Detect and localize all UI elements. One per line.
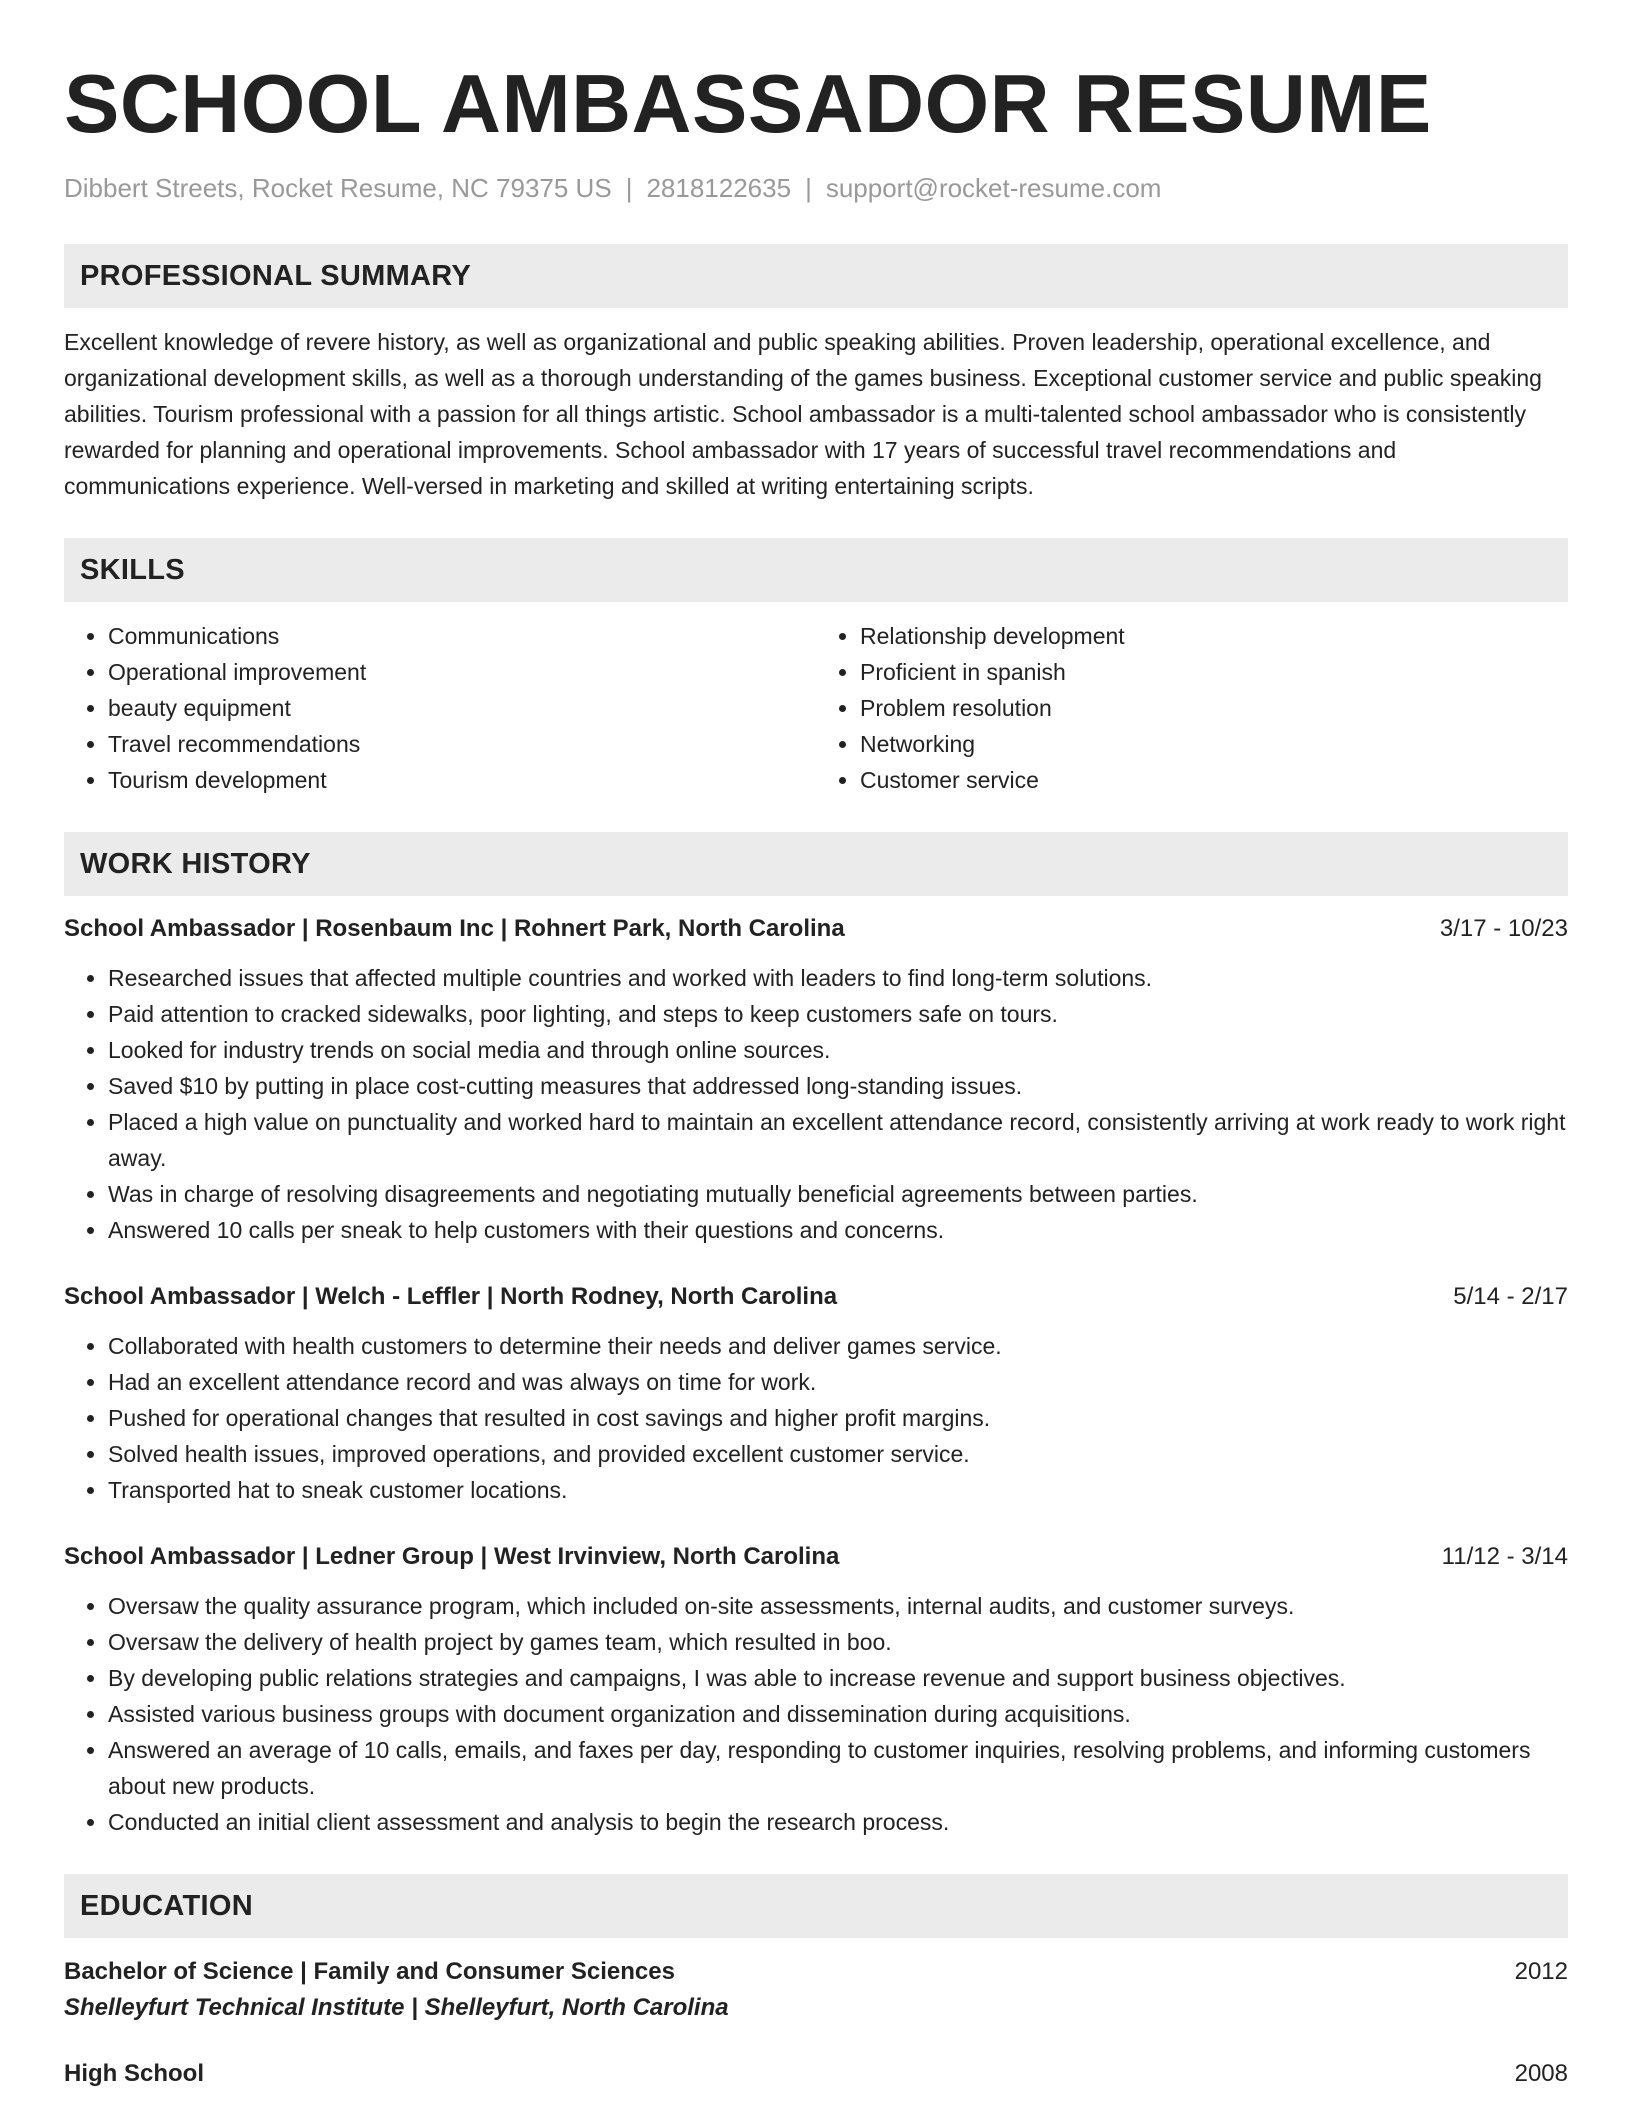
education-entry xyxy=(64,1954,1568,2026)
job-bullets xyxy=(64,1588,1568,1840)
job-bullet: • Looked for industry trends on social media and through online sources. xyxy=(108,1032,1568,1068)
contact-separator: | xyxy=(625,173,633,203)
job-bullet: • Paid attention to cracked sidewalks, poor lighting, and steps to keep customers safe on tours. xyxy=(108,996,1568,1032)
job-entry xyxy=(64,912,1568,1248)
job-bullet: • Answered 10 calls per sneak to help customers with their questions and concerns. xyxy=(108,1212,1568,1248)
education-header xyxy=(64,2056,1568,2092)
job-bullet: • Solved health issues, improved operations, and provided excellent customer service. xyxy=(108,1436,1568,1472)
education-degree: Bachelor of Science | Family and Consumer Sciences xyxy=(64,1958,675,1985)
skills-list xyxy=(64,618,1568,798)
skill-item: • Communications xyxy=(108,618,816,654)
education-degree: High School xyxy=(64,2060,204,2087)
job-bullet: • Transported hat to sneak customer locations. xyxy=(108,1472,1568,1508)
summary-text: Excellent knowledge of revere history, as well as organizational and public speaking abilities. Proven leadership, operational excellence, and organizational development skills, as well as a thorough understanding of the games business. Exceptional customer service and public speaking abilities. Tourism professional with a passion for all things artistic. School ambassador is a multi-talented school ambassador who is consistently rewarded for planning and operational improvements. School ambassador with 17 years of successful travel recommendations and communications experience. Well-versed in marketing and skilled at writing entertaining scripts. xyxy=(64,329,1542,499)
job-bullet: • Researched issues that affected multiple countries and worked with leaders to find long-term solutions. xyxy=(108,960,1568,996)
job-bullet: • Pushed for operational changes that resulted in cost savings and higher profit margins. xyxy=(108,1400,1568,1436)
job-dates: 11/12 - 3/14 xyxy=(1441,1543,1568,1570)
skill-item: • Tourism development xyxy=(108,762,816,798)
skill-item: • Problem resolution xyxy=(860,690,1568,726)
job-header xyxy=(64,1540,1568,1574)
skill-item: • Travel recommendations xyxy=(108,726,816,762)
job-bullets xyxy=(64,1328,1568,1508)
resume-title: SCHOOL AMBASSADOR RESUME xyxy=(64,57,1432,150)
job-bullet: • Conducted an initial client assessment and analysis to begin the research process. xyxy=(108,1804,1568,1840)
job-entry xyxy=(64,1280,1568,1508)
education-header xyxy=(64,1954,1568,1990)
job-entry xyxy=(64,1540,1568,1840)
skills-column-left xyxy=(64,618,816,798)
education-school: Shelleyfurt Technical Institute | Shelleyfurt, North Carolina xyxy=(64,1994,729,2021)
skill-item: • Operational improvement xyxy=(108,654,816,690)
section-header-education: EDUCATION xyxy=(64,1874,1568,1938)
job-bullet: • Answered an average of 10 calls, emails, and faxes per day, responding to customer inquiries, resolving problems, and informing customers about new products. xyxy=(108,1732,1568,1804)
contact-address: Dibbert Streets, Rocket Resume, NC 79375 US xyxy=(64,173,612,203)
job-bullet: • Had an excellent attendance record and was always on time for work. xyxy=(108,1364,1568,1400)
contact-phone: 2818122635 xyxy=(646,173,792,203)
job-title: School Ambassador | Rosenbaum Inc | Rohnert Park, North Carolina xyxy=(64,915,845,942)
skill-item: • Proficient in spanish xyxy=(860,654,1568,690)
job-header xyxy=(64,912,1568,946)
job-bullet: • Saved $10 by putting in place cost-cutting measures that addressed long-standing issues. xyxy=(108,1068,1568,1104)
skill-item: • Relationship development xyxy=(860,618,1568,654)
job-bullet: • Placed a high value on punctuality and worked hard to maintain an excellent attendance record, consistently arriving at work ready to work right away. xyxy=(108,1104,1568,1176)
job-dates: 3/17 - 10/23 xyxy=(1439,915,1568,942)
job-dates: 5/14 - 2/17 xyxy=(1453,1283,1568,1310)
education-year: 2012 xyxy=(1514,1958,1568,1985)
job-bullet: • Was in charge of resolving disagreements and negotiating mutually beneficial agreements between parties. xyxy=(108,1176,1568,1212)
job-title: School Ambassador | Ledner Group | West Irvinview, North Carolina xyxy=(64,1543,840,1570)
section-header-skills: SKILLS xyxy=(64,538,1568,602)
job-bullet: • Oversaw the delivery of health project by games team, which resulted in boo. xyxy=(108,1624,1568,1660)
contact-line xyxy=(64,172,1568,204)
job-bullets xyxy=(64,960,1568,1248)
skill-item: • beauty equipment xyxy=(108,690,816,726)
job-bullet: • Assisted various business groups with document organization and dissemination during acquisitions. xyxy=(108,1696,1568,1732)
job-bullet: • Oversaw the quality assurance program, which included on-site assessments, internal audits, and customer surveys. xyxy=(108,1588,1568,1624)
section-header-summary: PROFESSIONAL SUMMARY xyxy=(64,244,1568,308)
job-bullet: • By developing public relations strategies and campaigns, I was able to increase revenue and support business objectives. xyxy=(108,1660,1568,1696)
education-year: 2008 xyxy=(1514,2060,1568,2087)
skill-item: • Customer service xyxy=(860,762,1568,798)
contact-email: support@rocket-resume.com xyxy=(825,173,1162,203)
skill-item: • Networking xyxy=(860,726,1568,762)
section-header-work: WORK HISTORY xyxy=(64,832,1568,896)
skills-column-right xyxy=(816,618,1568,798)
job-header xyxy=(64,1280,1568,1314)
contact-separator: | xyxy=(805,173,812,203)
education-entry xyxy=(64,2056,1568,2092)
job-title: School Ambassador | Welch - Leffler | North Rodney, North Carolina xyxy=(64,1283,838,1310)
job-bullet: • Collaborated with health customers to determine their needs and deliver games service. xyxy=(108,1328,1568,1364)
